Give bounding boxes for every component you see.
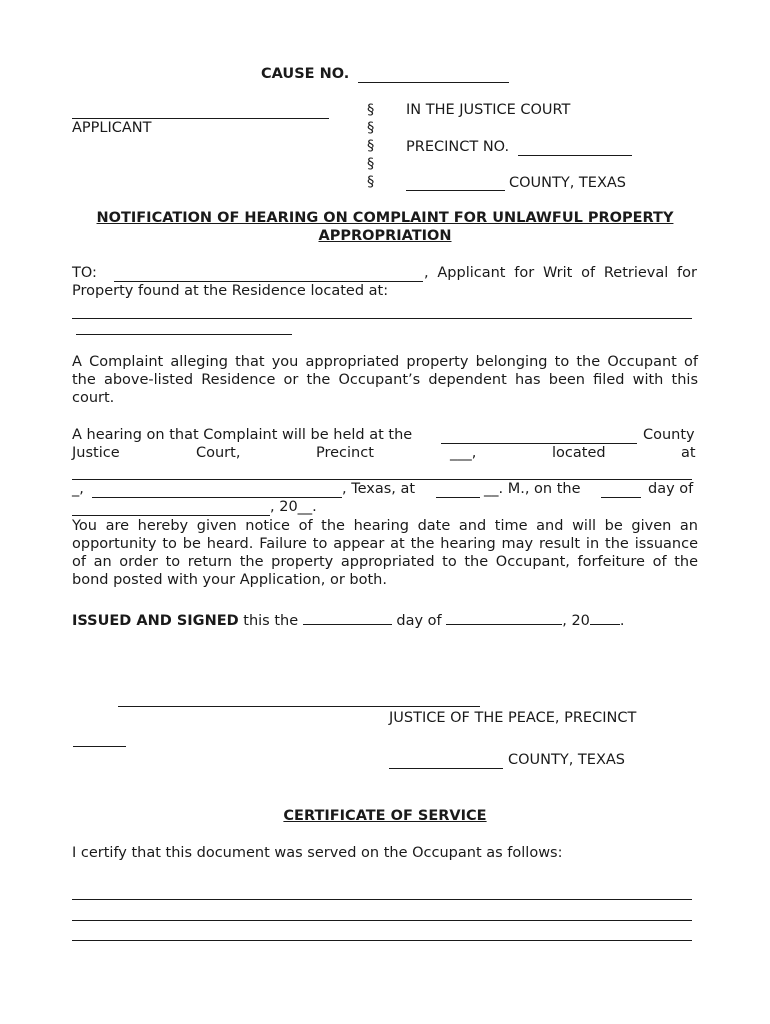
precinct-signature-blank <box>73 746 126 747</box>
at-label: at <box>681 445 696 461</box>
hearing-county-blank <box>441 443 637 444</box>
justice-label: Justice <box>72 445 120 461</box>
service-details-line <box>72 920 692 921</box>
section-mark: § <box>367 102 375 118</box>
court-name: IN THE JUSTICE COURT <box>406 102 571 118</box>
precinct-word: Precinct <box>316 445 374 461</box>
hearing-city-blank <box>92 497 342 498</box>
section-mark: § <box>367 174 375 190</box>
hearing-year: , 20__. <box>270 499 317 515</box>
located-label: located <box>552 445 606 461</box>
to-label: TO: <box>72 265 97 281</box>
issued-signed-label: ISSUED AND SIGNED <box>72 613 239 629</box>
section-mark: § <box>367 138 375 154</box>
judge-signature-line <box>118 706 480 707</box>
service-details-line <box>72 899 692 900</box>
cause-number-label: CAUSE NO. <box>261 66 350 82</box>
applicant-name-blank <box>72 118 329 119</box>
signature-county-blank <box>389 768 503 769</box>
hearing-day-blank <box>601 497 641 498</box>
service-details-line <box>72 940 692 941</box>
issued-day-blank <box>303 610 392 625</box>
hearing-month-blank <box>72 515 270 516</box>
residence-address-blank <box>72 318 692 319</box>
document-title-line1: NOTIFICATION OF HEARING ON COMPLAINT FOR UNLAWFUL PROPERTY <box>96 210 674 226</box>
section-mark: § <box>367 156 375 172</box>
issued-year-prefix: , 20 <box>562 613 590 629</box>
section-mark: § <box>367 120 375 136</box>
issued-day-of-label: day of <box>396 613 442 629</box>
county-name-blank <box>406 190 505 191</box>
hearing-location-blank <box>72 479 692 480</box>
texas-at-label: , Texas, at <box>342 481 416 497</box>
applicant-label: APPLICANT <box>72 120 152 136</box>
precinct-number-blank <box>518 155 632 156</box>
issued-period: . <box>619 613 625 629</box>
notice-paragraph: You are hereby given notice of the hearing date and time and will be given an opportunity to be heard. Failure to appear at the hearing may result in the issuance of an order to return the property appropriated to the Occupant, forfeiture of the bond posted with your Application, or both. <box>72 518 698 588</box>
am-pm-label: __. M., on the <box>484 481 581 497</box>
justice-of-peace-title: JUSTICE OF THE PEACE, PRECINCT <box>389 710 637 726</box>
hearing-text: A hearing on that Complaint will be held at the <box>72 427 413 443</box>
cause-number-blank <box>358 82 509 83</box>
hearing-county-label: County <box>643 427 695 443</box>
certificate-statement: I certify that this document was served on the Occupant as follows: <box>72 845 563 861</box>
hearing-precinct-blank: ___, <box>450 445 477 461</box>
court-label: Court, <box>196 445 241 461</box>
document-title-line2: APPROPRIATION <box>318 228 452 244</box>
signature-county-label: COUNTY, TEXAS <box>508 752 626 768</box>
county-texas-label: COUNTY, TEXAS <box>509 175 627 191</box>
issued-month-blank <box>446 610 562 625</box>
hearing-time-blank <box>436 497 480 498</box>
complaint-paragraph: A Complaint alleging that you appropriated property belonging to the Occupant of the above-listed Residence or the Occupant’s dependent has been filed with this court. <box>72 354 698 406</box>
day-of-label: day of <box>648 481 694 497</box>
applicant-writ-text: , Applicant for Writ of Retrieval for <box>424 265 697 281</box>
hearing-location-end: _, <box>72 481 84 497</box>
precinct-label: PRECINCT NO. <box>406 139 510 155</box>
issued-year-blank <box>590 610 620 625</box>
issued-line <box>72 610 625 629</box>
applicant-to-blank <box>114 281 423 282</box>
this-the-label: this the <box>243 613 299 629</box>
certificate-heading: CERTIFICATE OF SERVICE <box>283 808 487 824</box>
property-location-text: Property found at the Residence located at: <box>72 283 389 299</box>
residence-address-blank <box>76 334 292 335</box>
